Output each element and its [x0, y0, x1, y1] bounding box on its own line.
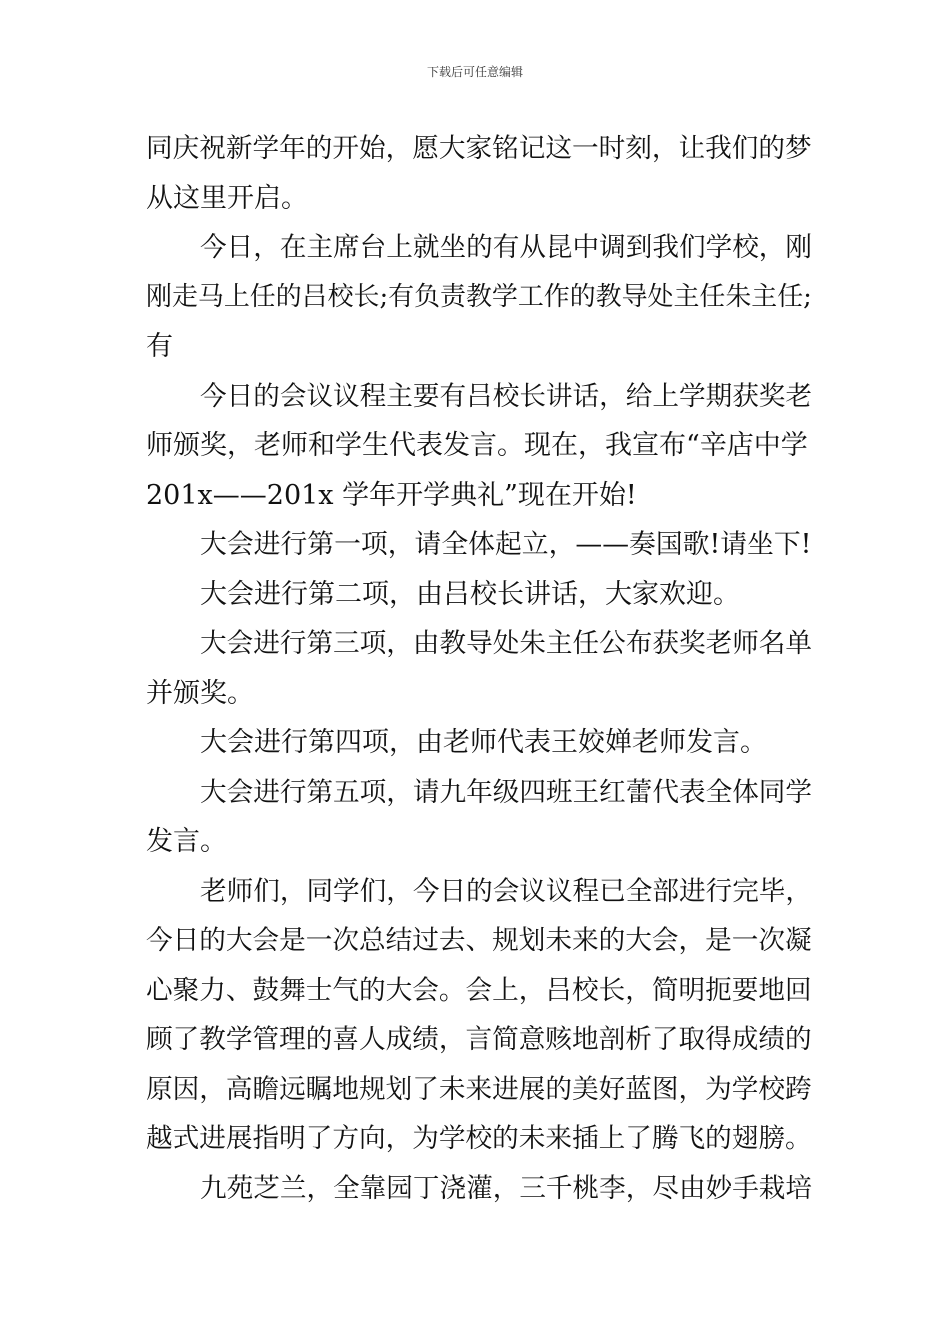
text-line: 顾了教学管理的喜人成绩，言简意赅地剖析了取得成绩的: [146, 1024, 812, 1055]
page-header: 下载后可任意编辑: [426, 65, 523, 79]
paragraph: [146, 570, 812, 620]
paragraph: [146, 223, 812, 372]
text-line: 越式进展指明了方向，为学校的未来插上了腾飞的翅膀。: [146, 1123, 812, 1154]
text-line: 并颁奖。: [146, 677, 254, 709]
text-line: 今日，在主席台上就坐的有从昆中调到我们学校，刚: [200, 232, 813, 263]
text-line: 师颁奖，老师和学生代表发言。现在，我宣布“辛店中学: [146, 430, 808, 461]
paragraph: [146, 520, 812, 570]
text-line: 大会进行第二项，由吕校长讲话，大家欢迎。: [200, 578, 740, 610]
paragraph: [146, 768, 812, 867]
text-line: 刚走马上任的吕校长;有负责教学工作的教导处主任朱主任;: [146, 281, 812, 312]
paragraph: [146, 372, 812, 521]
text-line: 大会进行第三项，由教导处朱主任公布获奖老师名单: [200, 628, 813, 659]
text-line: 发言。: [146, 826, 227, 857]
paragraph: [146, 1164, 812, 1214]
paragraph: [146, 718, 812, 768]
paragraph: [146, 867, 812, 1164]
text-line: 大会进行第五项，请九年级四班王红蕾代表全体同学: [200, 776, 813, 808]
text-line: 从这里开启。: [146, 182, 308, 214]
paragraph: [146, 124, 812, 223]
text-line: 老师们，同学们，今日的会议议程已全部进行完毕，: [200, 875, 813, 907]
text-line: 201x——201x 学年开学典礼”现在开始!: [146, 479, 637, 511]
text-line: 原因，高瞻远瞩地规划了未来进展的美好蓝图，为学校跨: [146, 1073, 812, 1105]
document-body: [146, 124, 812, 1213]
paragraph: [146, 619, 812, 718]
text-line: 大会进行第一项，请全体起立，——奏国歌!请坐下!: [200, 529, 812, 560]
text-line: 有: [146, 331, 173, 362]
text-line: 今日的大会是一次总结过去、规划未来的大会，是一次凝: [146, 925, 812, 956]
text-line: 大会进行第四项，由老师代表王姣婵老师发言。: [200, 727, 767, 758]
text-line: 心聚力、鼓舞士气的大会。会上，吕校长，简明扼要地回: [146, 974, 812, 1006]
text-line: 九苑芝兰，全靠园丁浇灌，三千桃李，尽由妙手栽培: [200, 1172, 813, 1204]
text-line: 同庆祝新学年的开始，愿大家铭记这一时刻，让我们的梦: [146, 133, 812, 164]
text-line: 今日的会议议程主要有吕校长讲话，给上学期获奖老: [200, 380, 813, 412]
